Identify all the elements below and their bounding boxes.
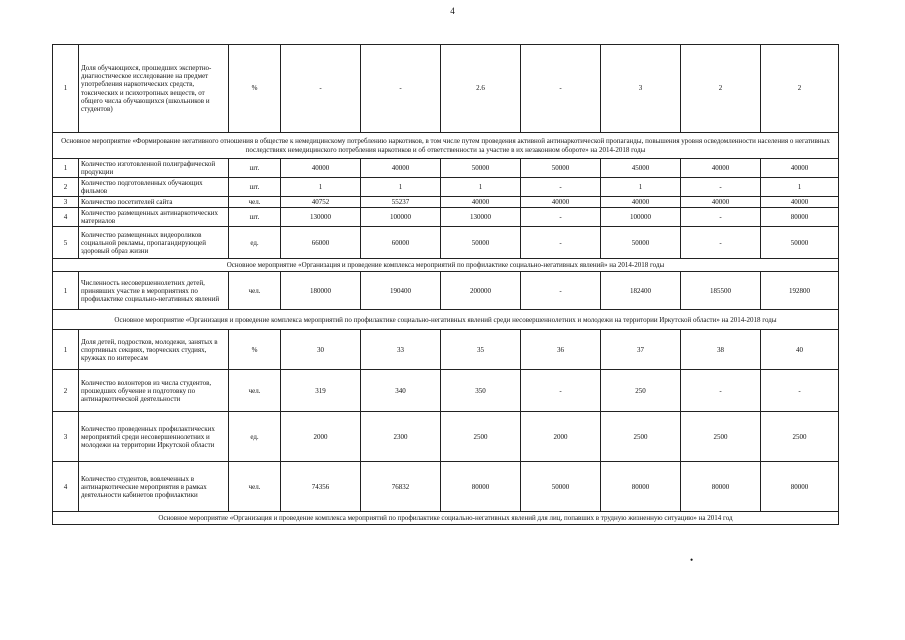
row-number: 2 — [53, 370, 79, 412]
value-cell: 80000 — [681, 462, 761, 512]
unit-cell: чел. — [229, 197, 281, 208]
value-cell: 319 — [281, 370, 361, 412]
value-cell: 182400 — [601, 272, 681, 310]
section-header-row — [53, 133, 839, 159]
section-header-row — [53, 259, 839, 272]
section-title: Основное мероприятие «Организация и проведение комплекса мероприятий по профилактике социально-негативных явлений для лиц, попавших в трудную жизненную ситуацию» на 2014 год — [53, 512, 839, 525]
value-cell: 33 — [361, 330, 441, 370]
value-cell: - — [521, 227, 601, 259]
value-cell: 180000 — [281, 272, 361, 310]
value-cell: 350 — [441, 370, 521, 412]
unit-cell: ед. — [229, 412, 281, 462]
value-cell: 2 — [761, 45, 839, 133]
value-cell: 50000 — [441, 159, 521, 178]
value-cell: 80000 — [441, 462, 521, 512]
row-number: 1 — [53, 159, 79, 178]
value-cell: 1 — [601, 178, 681, 197]
indicator-name: Количество волонтеров из числа студентов, прошедших обучение и подготовку по антинаркотической деятельности — [79, 370, 229, 412]
unit-cell: % — [229, 45, 281, 133]
table-row — [53, 330, 839, 370]
row-number: 5 — [53, 227, 79, 259]
indicator-name: Количество размещенных антинаркотических материалов — [79, 208, 229, 227]
value-cell: 50000 — [521, 159, 601, 178]
value-cell: 45000 — [601, 159, 681, 178]
value-cell: 40000 — [281, 159, 361, 178]
value-cell: 40752 — [281, 197, 361, 208]
unit-cell: чел. — [229, 370, 281, 412]
value-cell: 1 — [441, 178, 521, 197]
value-cell: - — [521, 272, 601, 310]
value-cell: 38 — [681, 330, 761, 370]
section-title: Основное мероприятие «Организация и проведение комплекса мероприятий по профилактике социально-негативных явлений среди несовершеннолетних и молодежи на территории Иркутской области» на 2014-2018 годы — [53, 310, 839, 330]
table-row — [53, 272, 839, 310]
value-cell: - — [681, 227, 761, 259]
indicator-table — [52, 44, 839, 525]
row-number: 2 — [53, 178, 79, 197]
table-row — [53, 462, 839, 512]
value-cell: 40000 — [761, 197, 839, 208]
value-cell: 100000 — [361, 208, 441, 227]
value-cell: 35 — [441, 330, 521, 370]
indicator-name: Количество подготовленных обучающих фильмов — [79, 178, 229, 197]
value-cell: 50000 — [521, 462, 601, 512]
table-row — [53, 197, 839, 208]
value-cell: 250 — [601, 370, 681, 412]
value-cell: 80000 — [761, 462, 839, 512]
value-cell: 50000 — [601, 227, 681, 259]
value-cell: 2.6 — [441, 45, 521, 133]
table-row — [53, 178, 839, 197]
row-number: 4 — [53, 208, 79, 227]
value-cell: 60000 — [361, 227, 441, 259]
value-cell: 74356 — [281, 462, 361, 512]
value-cell: 40000 — [601, 197, 681, 208]
table-row — [53, 159, 839, 178]
value-cell: 1 — [361, 178, 441, 197]
value-cell: 37 — [601, 330, 681, 370]
value-cell: 80000 — [601, 462, 681, 512]
value-cell: 50000 — [761, 227, 839, 259]
table-row — [53, 412, 839, 462]
value-cell: 340 — [361, 370, 441, 412]
value-cell: - — [681, 208, 761, 227]
value-cell: 40000 — [761, 159, 839, 178]
row-number: 3 — [53, 412, 79, 462]
value-cell: - — [681, 178, 761, 197]
unit-cell: шт. — [229, 159, 281, 178]
value-cell: - — [521, 178, 601, 197]
value-cell: 130000 — [281, 208, 361, 227]
value-cell: - — [361, 45, 441, 133]
value-cell: 2 — [681, 45, 761, 133]
value-cell: - — [281, 45, 361, 133]
row-number: 4 — [53, 462, 79, 512]
value-cell: 55237 — [361, 197, 441, 208]
value-cell: 185500 — [681, 272, 761, 310]
section-title: Основное мероприятие «Организация и проведение комплекса мероприятий по профилактике социально-негативных явлений» на 2014-2018 годы — [53, 259, 839, 272]
value-cell: 36 — [521, 330, 601, 370]
row-number: 1 — [53, 272, 79, 310]
indicator-name: Доля обучающихся, прошедших экспертно-диагностическое исследование на предмет употребления наркотических средств, токсических и психотропных веществ, от общего числа обучающихся (школьников и студентов) — [79, 45, 229, 133]
value-cell: - — [681, 370, 761, 412]
unit-cell: чел. — [229, 272, 281, 310]
section-header-row — [53, 512, 839, 525]
row-number: 1 — [53, 45, 79, 133]
value-cell: 30 — [281, 330, 361, 370]
value-cell: 2000 — [281, 412, 361, 462]
section-title: Основное мероприятие «Формирование негативного отношения в обществе к немедицинскому потреблению наркотиков, в том числе путем проведения активной антинаркотической пропаганды, повышения уровня осведомленности населения о негативных последствиях немедицинского потребления наркотиков и об ответственности за участие в их незаконном обороте» на 2014-2018 годы — [53, 133, 839, 159]
table-row — [53, 45, 839, 133]
value-cell: 40000 — [681, 159, 761, 178]
unit-cell: шт. — [229, 208, 281, 227]
value-cell: 80000 — [761, 208, 839, 227]
value-cell: 2300 — [361, 412, 441, 462]
value-cell: 100000 — [601, 208, 681, 227]
value-cell: 2500 — [761, 412, 839, 462]
value-cell: 76832 — [361, 462, 441, 512]
value-cell: - — [521, 370, 601, 412]
indicator-name: Количество посетителей сайта — [79, 197, 229, 208]
value-cell: 3 — [601, 45, 681, 133]
value-cell: 40 — [761, 330, 839, 370]
value-cell: 130000 — [441, 208, 521, 227]
row-number: 3 — [53, 197, 79, 208]
indicator-name: Численность несовершеннолетних детей, принявших участие в мероприятиях по профилактике социально-негативных явлений — [79, 272, 229, 310]
indicator-name: Доля детей, подростков, молодежи, занятых в спортивных секциях, творческих студиях, кружках по интересам — [79, 330, 229, 370]
value-cell: 40000 — [521, 197, 601, 208]
value-cell: 40000 — [441, 197, 521, 208]
value-cell: - — [761, 370, 839, 412]
value-cell: 40000 — [361, 159, 441, 178]
value-cell: - — [521, 45, 601, 133]
value-cell: 1 — [761, 178, 839, 197]
value-cell: 2500 — [601, 412, 681, 462]
table-row — [53, 227, 839, 259]
unit-cell: чел. — [229, 462, 281, 512]
section-header-row — [53, 310, 839, 330]
indicator-name: Количество размещенных видеороликов социальной рекламы, пропагандирующей здоровый образ жизни — [79, 227, 229, 259]
unit-cell: % — [229, 330, 281, 370]
page-number: 4 — [450, 6, 455, 16]
value-cell: 50000 — [441, 227, 521, 259]
indicator-name: Количество проведенных профилактических мероприятий среди несовершеннолетних и молодежи на территории Иркутской области — [79, 412, 229, 462]
value-cell: 66000 — [281, 227, 361, 259]
indicator-name: Количество изготовленной полиграфической продукции — [79, 159, 229, 178]
unit-cell: шт. — [229, 178, 281, 197]
value-cell: 190400 — [361, 272, 441, 310]
table-row — [53, 370, 839, 412]
value-cell: - — [521, 208, 601, 227]
scan-dot: • — [690, 555, 694, 565]
indicator-name: Количество студентов, вовлеченных в антинаркотические мероприятия в рамках деятельности кабинетов профилактики — [79, 462, 229, 512]
row-number: 1 — [53, 330, 79, 370]
unit-cell: ед. — [229, 227, 281, 259]
table-row — [53, 208, 839, 227]
value-cell: 40000 — [681, 197, 761, 208]
value-cell: 200000 — [441, 272, 521, 310]
value-cell: 1 — [281, 178, 361, 197]
value-cell: 2000 — [521, 412, 601, 462]
value-cell: 192800 — [761, 272, 839, 310]
value-cell: 2500 — [681, 412, 761, 462]
value-cell: 2500 — [441, 412, 521, 462]
